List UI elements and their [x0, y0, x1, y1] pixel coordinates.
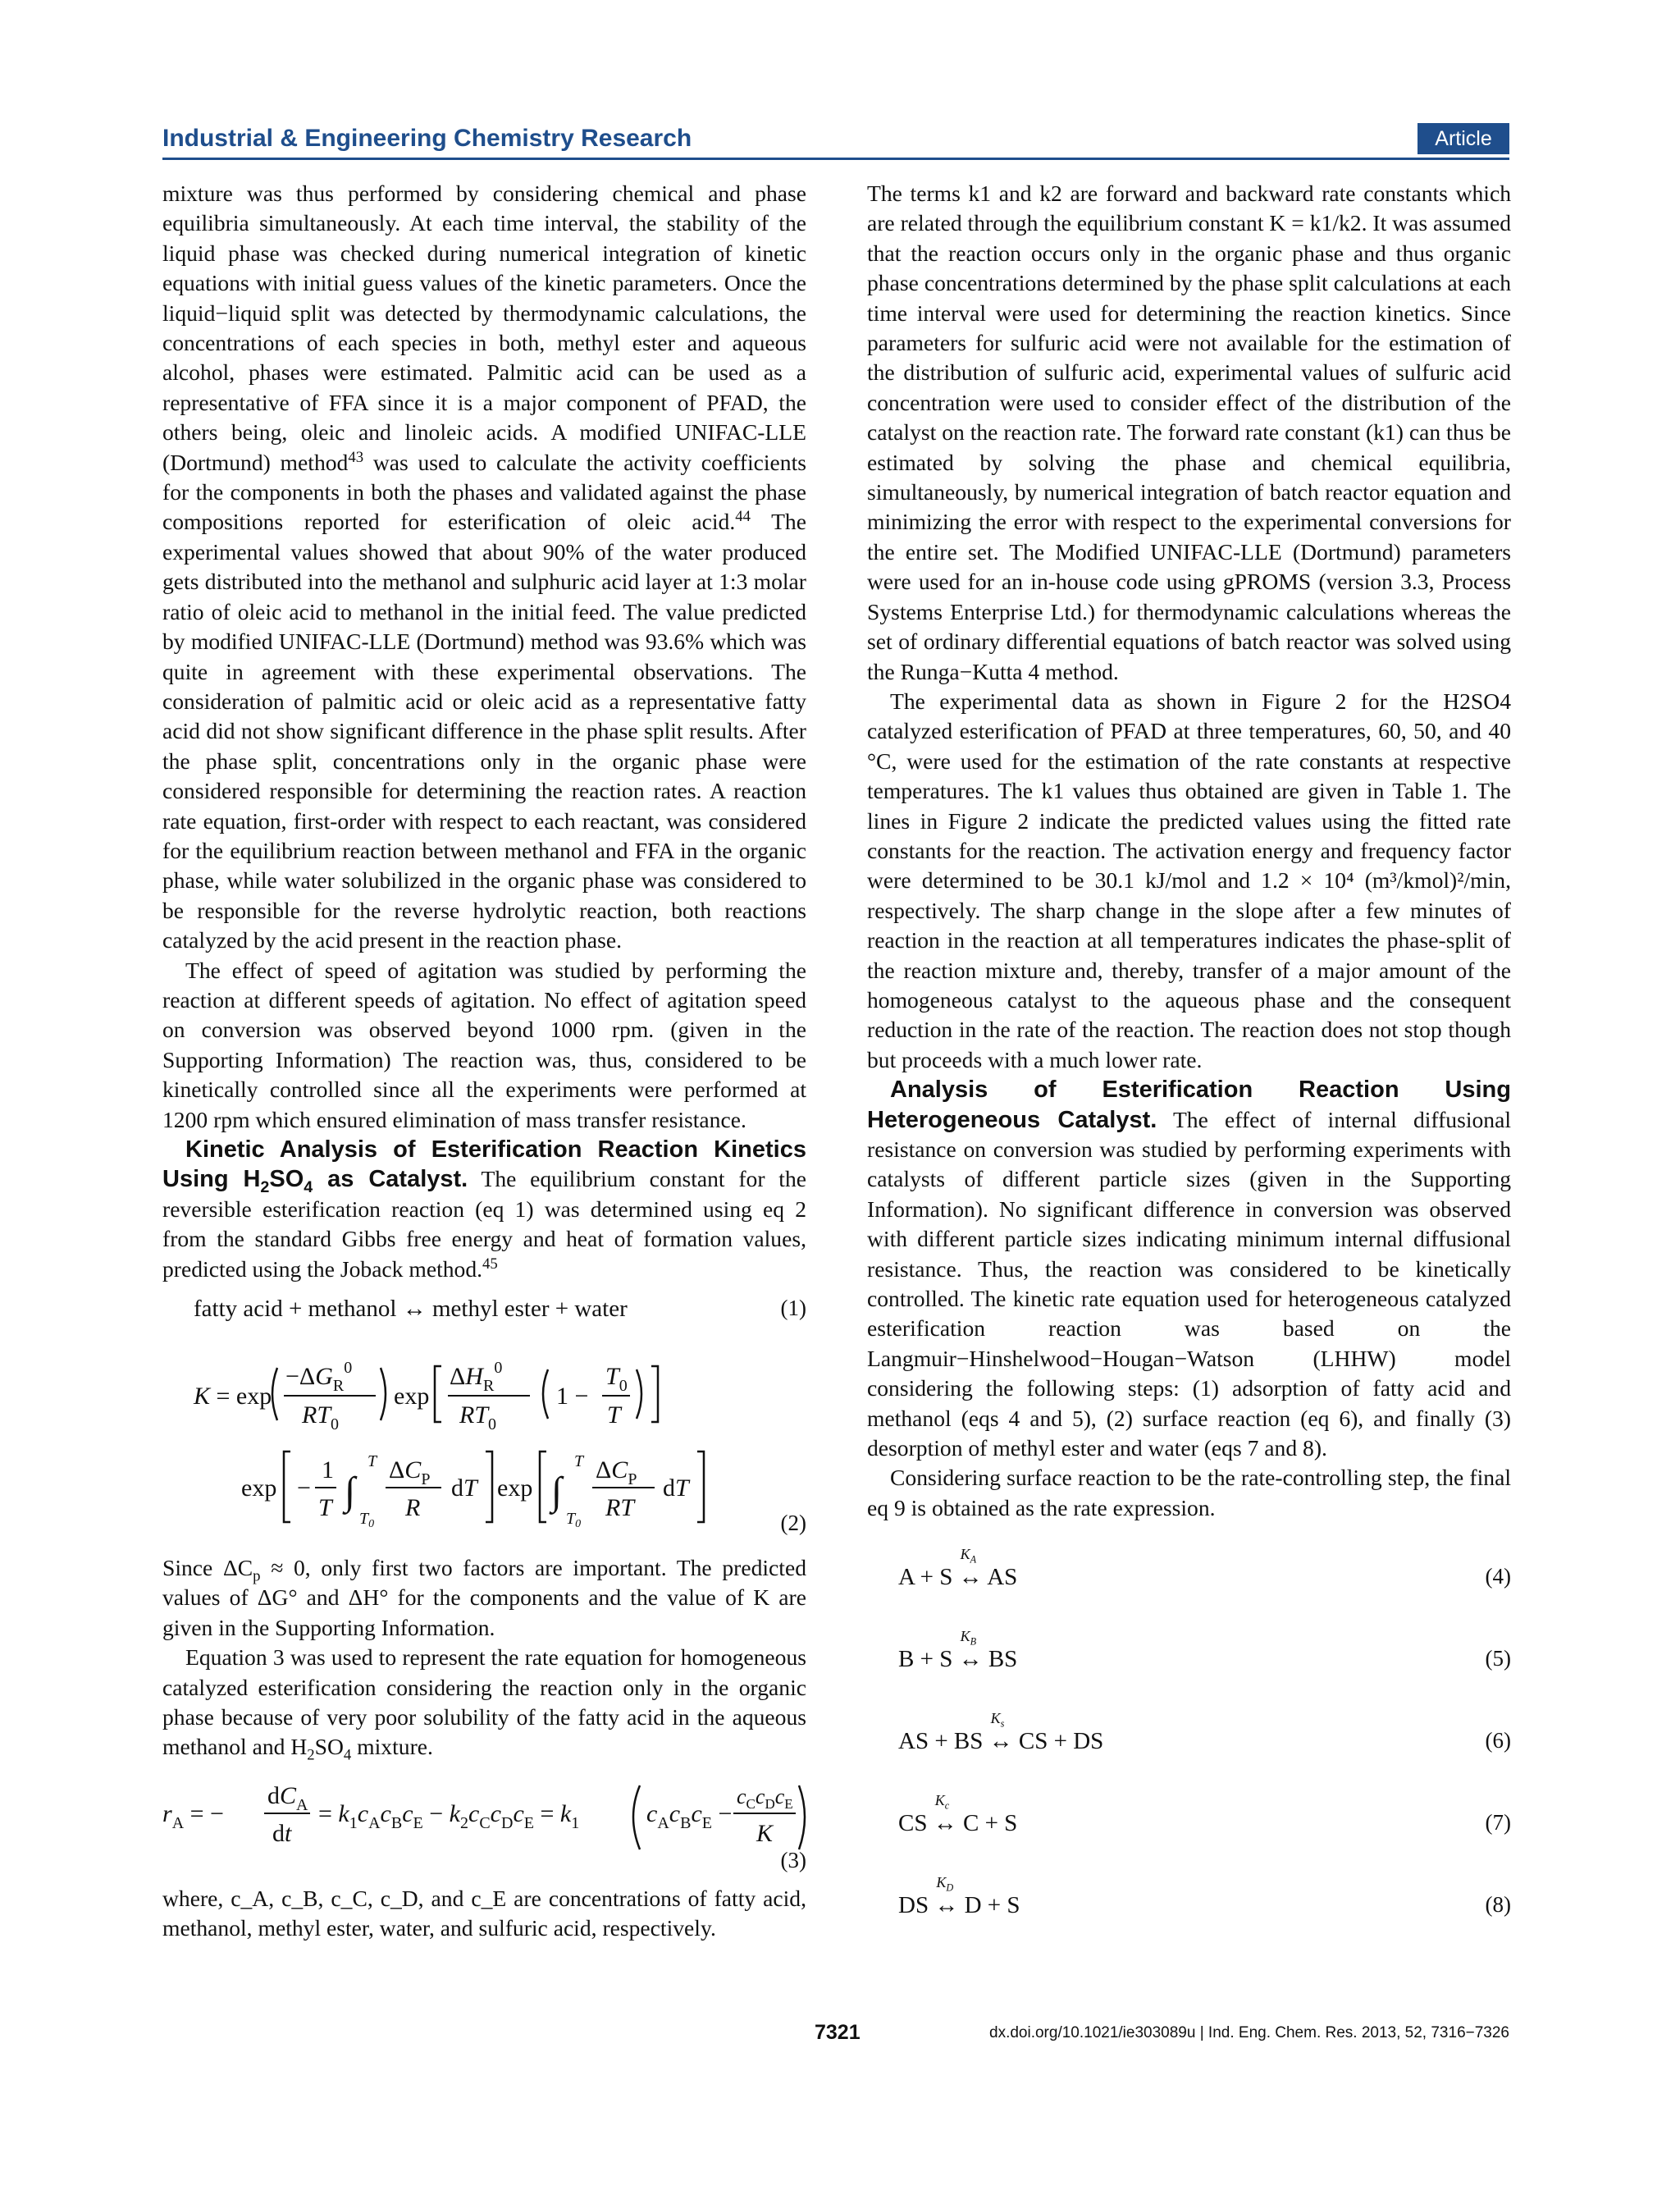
reaction-body: AS + BS ↔ $K_s$ CS + DS [898, 1710, 1104, 1755]
page-number: 7321 [815, 2021, 861, 2044]
svg-text:dCA: $dC_A$ [267, 1781, 308, 1814]
article-type-badge: Article [1418, 123, 1509, 154]
svg-text:R: R [405, 1494, 421, 1522]
svg-text:T: T [574, 1452, 584, 1471]
reaction-body: A + S ↔ $K_A$ AS [898, 1546, 1018, 1591]
svg-text:∫: ∫ [345, 1470, 356, 1514]
equation-number: (1) [780, 1296, 806, 1321]
equilibrium-arrow-icon: ↔ $K_D$ [934, 1874, 959, 1919]
svg-text:ΔCP: $\Delta C_P$ [389, 1456, 431, 1489]
section-heading: Analysis of Esterification Reaction Using Heterogeneous Catalyst. [867, 1077, 1511, 1133]
svg-text:cCcDcE: $c_Cc_Dc_E$ [737, 1784, 793, 1812]
reference-link[interactable]: 44 [735, 508, 751, 526]
equation-2 [162, 1337, 806, 1542]
paragraph: The terms k1 and k2 are forward and backward rate constants which are related through the equilibrium constant K = k1/k2. It was assumed that the reaction occurs only in the organic phase and thus organic phase concentrations determined by the phase split calculations at each time interval were used for determining the reaction kinetics. Since parameters for sulfuric acid were not available for the estimation of the distribution of sulfuric acid, experimental values of sulfuric acid concentration were used to consider effect of the distribution of the catalyst on the reaction rate. The forward rate constant (k1) can thus be estimated by solving the phase and chemical equilibria, simultaneously, by numerical integration of batch reactor equation and minimizing the error with respect to the experimental conversions for the entire set. The Modified UNIFAC-LLE (Dortmund) parameters were used for an in-house code using gPROMS (version 3.3, Process Systems Enterprise Ltd.) for thermodynamic calculations whereas the set of ordinary differential equations of batch reactor was solved using the Runga−Kutta 4 method. [867, 181, 1511, 684]
equation-3-graphic [162, 1774, 806, 1872]
reaction-body: DS ↔ $K_D$ D + S [898, 1874, 1020, 1919]
equilibrium-arrow-icon: ↔ $K_s$ [988, 1710, 1013, 1755]
svg-text:K = exp: K = exp [194, 1383, 272, 1410]
svg-text:∫: ∫ [551, 1470, 563, 1514]
svg-text:T0: $T_0$ [566, 1510, 582, 1531]
svg-text:= k1cAcBcE − k2cCcDcE = k1: = $k_1c_Ac_Bc_E - k_2c_Cc_Dc_E = k_1$ [318, 1799, 580, 1832]
svg-text:dT: dT [451, 1474, 477, 1502]
paragraph: where, c_A, c_B, c_C, c_D, and c_E are concentrations of fatty acid, methanol, methyl ester, water, and sulfuric acid, respectively. [162, 1885, 806, 1941]
svg-text:T: T [318, 1494, 332, 1522]
svg-text:dT: dT [663, 1474, 689, 1502]
paragraph: mixture was thus performed by considering chemical and phase equilibria simultaneously. At each time interval, the stability of the liquid phase was checked during numerical integration of kinetic equations with initial guess values of the kinetic parameters. Once the liquid−liquid split was detected by thermodynamic calculations, the concentrations of each species in both, methyl ester and aqueous alcohol, phases were estimated. Palmitic acid can be used as a representative of FFA since it is a major component of PFAD, the others being, oleic and linoleic acids. A modified UNIFAC-LLE (Dortmund) method$^{43}$ was used to calculate the activity coefficients for the components in both the phases and validated against the phase compositions reported for esterification of oleic acid.$^{44}$ The experimental values showed that about 90% of the water produced gets distributed into the methanol and sulphuric acid layer at 1:3 molar ratio of oleic acid to methanol in the initial feed. The value predicted by modified UNIFAC-LLE (Dortmund) method was 93.6% which was quite in agreement with these experimental observations. The consideration of palmitic acid or oleic acid as a representative fatty acid did not show significant difference in the phase split results. After the phase split, concentrations only in the organic phase were considered responsible for determining the reaction rates. A reaction rate equation, first-order with respect to each reactant, was considered for the equilibrium reaction between methanol and FFA in the organic phase, while water solubilized in the organic phase was considered to be responsible for the reverse hydrolytic reaction, both reactions catalyzed by the acid present in the reaction phase. [162, 181, 806, 953]
paragraph: The effect of speed of agitation was studied by performing the reaction at different speeds of agitation. No effect of agitation speed on conversion was observed beyond 1000 rpm. (given in the Supporting Information) The reaction was, thus, considered to be kinetically controlled since all the experiments were performed at 1200 rpm which ensured elimination of mass transfer resistance. [162, 957, 806, 1132]
svg-text:exp: exp [394, 1383, 430, 1410]
equation-number: (4) [1485, 1564, 1511, 1589]
paragraph: Equation 3 was used to represent the rate equation for homogeneous catalyzed esterification considering the reaction only in the organic phase because of very poor solubility of the fatty acid in the aqueous methanol and $H_2SO_4$ mixture. [162, 1644, 806, 1764]
section-heading: Kinetic Analysis of Esterification Reaction Kinetics Using $H_2SO_4$ as Catalyst. [162, 1136, 806, 1197]
equation-number: (3) [780, 1847, 806, 1872]
svg-text:−: − [297, 1474, 311, 1502]
reaction-equation [867, 1531, 1511, 1613]
paragraph: Analysis of Esterification Reaction Using Heterogeneous Catalyst. The effect of internal diffusional resistance on conversion was studied by performing experiments with catalysts of different particle sizes (given in the Supporting Information). No significant difference in conversion was observed with different particle sizes indicating minimum internal diffusional resistance. Thus, the reaction was considered to be kinetically controlled. The kinetic rate equation used for heterogeneous catalyzed esterification reaction was based on the Langmuir−Hinshelwood−Hougan−Watson (LHHW) model considering the following steps: (1) adsorption of fatty acid and methanol (eqs 4 and 5), (2) surface reaction (eq 6), and finally (3) desorption of methyl ester and water (eqs 7 and 8). [867, 1077, 1512, 1461]
svg-text:T0: $T_0$ [605, 1363, 628, 1396]
svg-text:T: T [368, 1452, 377, 1471]
svg-text:cAcBcE −: $c_Ac_Bc_E$ − [646, 1799, 733, 1832]
right-column [867, 179, 1511, 1941]
reaction-equation [867, 1613, 1511, 1695]
equation-number: (5) [1485, 1646, 1511, 1671]
svg-text:RT: RT [605, 1494, 635, 1522]
equation-2-graphic [162, 1337, 806, 1542]
svg-text:T0: $T_0$ [359, 1510, 375, 1531]
paragraph: The experimental data as shown in Figure 2 for the H2SO4 catalyzed esterification of PFAD at three temperatures, 60, 50, and 40 °C, were used for the estimation of the rate constants at respective temperatures. The k1 values thus obtained are given in Table 1. The lines in Figure 2 indicate the predicted values using the fitted rate constants for the reaction. The activation energy and frequency factor were determined to be 30.1 kJ/mol and 1.2 × 10⁴ (m³/kmol)²/min, respectively. The sharp change in the slope after a few minutes of reaction in the reaction at all temperatures indicates the phase-split of the reaction mixture and, thereby, transfer of a major amount of the homogeneous catalyst to the aqueous phase and the consequent reduction in the rate of the reaction. The reaction does not stop though but proceeds with a much lower rate. [867, 688, 1511, 1072]
svg-text:T: T [607, 1401, 621, 1429]
equation-1: fatty acid + methanol ↔ methyl ester + water (1) [194, 1296, 806, 1323]
equation-3 [162, 1774, 806, 1872]
svg-text:1: 1 [322, 1456, 334, 1484]
svg-text:−ΔGR0: $-\Delta G_R^0$ [285, 1359, 353, 1396]
equilibrium-arrow-icon: ↔ $K_c$ [933, 1792, 957, 1837]
paragraph: Since $\Delta C_p \approx 0$, only first two factors are important. The predicted values of ΔG° and ΔH° for the components and the value of K are given in the Supporting Information. [162, 1555, 806, 1640]
reaction-equation [867, 1859, 1511, 1941]
equilibrium-arrow-icon: ↔ $K_B$ [958, 1628, 983, 1673]
svg-text:ΔCP: $\Delta C_P$ [596, 1456, 637, 1489]
left-column [162, 179, 806, 1944]
paragraph: Kinetic Analysis of Esterification Reaction Kinetics Using $H_2SO_4$ as Catalyst. The equilibrium constant for the reversible esterification reaction (eq 1) was determined using eq 2 from the standard Gibbs free energy and heat of formation values, predicted using the Joback method.$^{45}$ [162, 1136, 806, 1282]
reaction-body: B + S ↔ $K_B$ BS [898, 1628, 1018, 1673]
paragraph: Considering surface reaction to be the rate-controlling step, the final eq 9 is obtained as the rate expression. [867, 1465, 1511, 1520]
reaction-body: CS ↔ $K_c$ C + S [898, 1792, 1018, 1837]
svg-text:K: K [756, 1819, 774, 1847]
svg-text:exp: exp [241, 1474, 277, 1502]
equation-number: (2) [780, 1511, 806, 1536]
page-header [162, 123, 1509, 160]
journal-title[interactable]: Industrial & Engineering Chemistry Research [162, 125, 692, 152]
reaction-equation [867, 1695, 1511, 1777]
svg-text:RT0: $RT_0$ [459, 1401, 497, 1434]
equilibrium-arrow-icon: ↔ $K_A$ [958, 1546, 983, 1591]
svg-text:exp: exp [497, 1474, 533, 1502]
doi-citation[interactable]: dx.doi.org/10.1021/ie303089u | Ind. Eng. Chem. Res. 2013, 52, 7316−7326 [989, 2024, 1509, 2041]
reaction-equation [867, 1777, 1511, 1859]
svg-text:ΔHR0: $\Delta H_R^0$ [450, 1359, 503, 1396]
reference-link[interactable]: 43 [348, 448, 364, 466]
svg-text:rA = −: $r_A$ = − [162, 1799, 224, 1832]
svg-text:dt: dt [272, 1819, 292, 1847]
svg-text:1 −: 1 − [556, 1383, 589, 1410]
equation-number: (7) [1485, 1810, 1511, 1836]
svg-text:RT0: $RT_0$ [302, 1401, 340, 1434]
equation-number: (6) [1485, 1728, 1511, 1753]
reference-link[interactable]: 45 [482, 1255, 498, 1273]
equation-number: (8) [1485, 1892, 1511, 1918]
adsorption-reaction-list [867, 1531, 1511, 1941]
